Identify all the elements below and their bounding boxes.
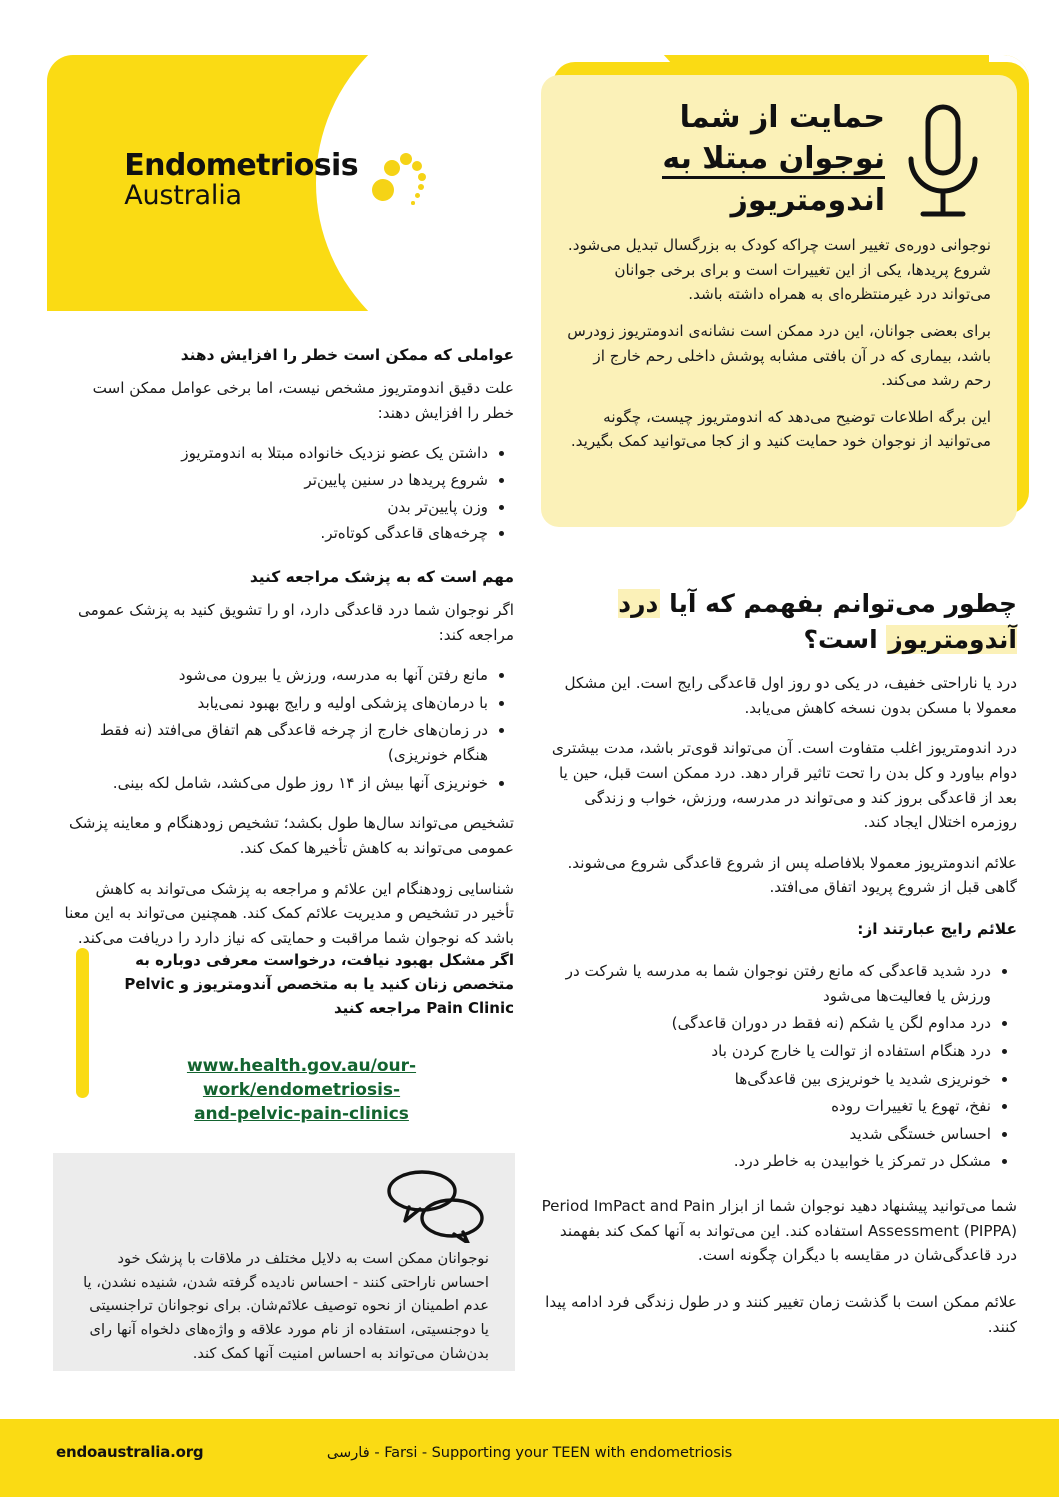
footer-language-line: فارسی - Farsi - Supporting your TEEN with endometriosis bbox=[326, 1444, 733, 1461]
callout-accent-bar bbox=[76, 948, 89, 1098]
endometriosis-dots-icon bbox=[372, 151, 430, 209]
right-paragraph-3: علائم اندومتریوز معمولا بلافاصله پس از شروع قاعدگی شروع می‌شوند. گاهی قبل از شروع پریود اتفاق می‌افتد. bbox=[567, 853, 1017, 897]
teen-comfort-note-text: نوجوانان ممکن است به دلایل مختلف در ملاقات با پزشک خود احساس ناراحتی کنند - احساس نادیده گرفته شدن، شنیده نشدن، یا عدم اطمینان از نحوه توصیف علائم‌شان. برای نوجوانان تراجنسیتی یا دوجنسیتی، استفاده از نام مورد علاقه و واژه‌های دلخواه آنها رای بدن‌شان می‌تواند به احساس امنیت آنها کمک کند. bbox=[83, 1250, 489, 1362]
left-column bbox=[62, 344, 514, 966]
callout-text: اگر مشکل بهبود نیافت، درخواست معرفی دوباره به متخصص زنان کنید یا به متخصص آندومتریوز و Pelvic Pain Clinic مراجعه کنید bbox=[124, 951, 514, 1017]
callout-body bbox=[89, 948, 514, 1126]
risk-factors-list bbox=[62, 441, 514, 546]
page-footer bbox=[0, 1419, 1059, 1497]
list-item: • نفخ، تهوع یا تغییرات روده bbox=[541, 1094, 991, 1119]
endo-pain-question-heading bbox=[541, 586, 1017, 657]
referral-callout bbox=[62, 948, 514, 1126]
heading-highlight-part: درد آندومتریوز bbox=[618, 589, 1017, 654]
risk-factors-intro: علت دقیق اندومتریوز مشخص نیست، اما برخی عوامل ممکن است خطر را افزایش دهند: bbox=[92, 379, 514, 422]
heading-plain-part: چطور می‌توانم بفهمم که آیا bbox=[660, 589, 1017, 618]
pippa-tool-paragraph: شما می‌توانید پیشنهاد دهید نوجوان شما از ابزار Period ImPact and Pain Assessment (PIPPA) استفاده کند. این می‌تواند به آنها کمک کند بفهمند درد قاعدگی‌شان در مقایسه با دیگران چگونه است. bbox=[541, 1197, 1017, 1265]
pelvic-pain-clinics-link[interactable] bbox=[89, 1054, 514, 1126]
hero-title-line2: نوجوان مبتلا به bbox=[567, 138, 885, 179]
list-item: • در زمان‌های خارج از چرخه قاعدگی هم اتفاق می‌افتد (نه فقط هنگام خونریزی) bbox=[62, 718, 488, 767]
symptoms-change-paragraph: علائم ممکن است با گذشت زمان تغییر کنند و در طول زندگی فرد ادامه پیدا کنند. bbox=[545, 1292, 1017, 1336]
diagnosis-delay-paragraph: تشخیص می‌تواند سال‌ها طول بکشد؛ تشخیص زودهنگام و معاینه پزشک عمومی می‌تواند به کاهش تأخیرها کمک کند. bbox=[69, 814, 514, 857]
early-recognition-paragraph: شناسایی زودهنگام این علائم و مراجعه به پزشک می‌تواند به کاهش تأخیر در تشخیص و مدیریت علائم کمک کند. همچنین می‌تواند به این معنا باشد که نوجوان شما مراقبت و حمایتی که نیاز دارد را دریافت می‌کند. bbox=[64, 879, 514, 947]
speech-bubbles-icon bbox=[123, 1169, 489, 1243]
list-item: • احساس خستگی شدید bbox=[541, 1122, 991, 1147]
list-item: • مشکل در تمرکز یا خوابیدن به خاطر درد. bbox=[541, 1149, 991, 1174]
right-paragraph-2: درد اندومتریوز اغلب متفاوت است. آن می‌تواند قوی‌تر باشد، مدت بیشتری دوام بیاورد و کل بدن را تحت تاثیر قرار دهد. درد ممکن است قبل، حین یا بعد از قاعدگی بروز کند و می‌تواند در مدرسه، ورزش، خواب و زندگی روزمره اختلال ایجاد کند. bbox=[551, 739, 1017, 832]
list-item: • وزن پایین‌تر بدن bbox=[62, 495, 488, 520]
hero-paragraph-3: این برگه اطلاعات توضیح می‌دهد که اندومتریوز چیست، چگونه می‌توانید از نوجوان خود حمایت کنید و از کجا می‌توانید کمک بگیرید. bbox=[570, 407, 991, 451]
hero-paragraph-2: برای بعضی جوانان، این درد ممکن است نشانه‌ی اندومتریوز زودرس باشد، بیماری که در آن بافتی مشابه پوشش داخلی رحم خارج از رحم رشد می‌کند. bbox=[567, 321, 991, 390]
footer-website[interactable]: endoaustralia.org bbox=[56, 1443, 204, 1461]
list-item: • خونریزی شدید یا خونریزی بین قاعدگی‌ها bbox=[541, 1067, 991, 1092]
list-item: • درد شدید قاعدگی که مانع رفتن نوجوان شما به مدرسه یا شرکت در ورزش یا فعالیت‌ها می‌شود bbox=[541, 959, 991, 1008]
common-symptoms-list bbox=[541, 959, 1017, 1174]
brand-logo-text bbox=[124, 148, 358, 211]
brand-logo-line1: Endometriosis bbox=[124, 148, 358, 183]
hero-header-row bbox=[567, 97, 991, 233]
callout-url-line2: and-pelvic-pain-clinics bbox=[194, 1104, 409, 1125]
risk-factors-heading: عواملی که ممکن است خطر را افزایش دهند bbox=[180, 346, 514, 364]
right-paragraph-1: درد یا ناراحتی خفیف، در یکی دو روز اول قاعدگی رایج است. این مشکل معمولا با مسکن بدون نسخه کاهش می‌یابد. bbox=[564, 674, 1017, 717]
hero-title-line1: حمایت از شما bbox=[679, 100, 885, 135]
hero-paragraph-1: نوجوانی دوره‌ی تغییر است چراکه کودک به بزرگسال تبدیل می‌شود. شروع پریدها، یکی از این تغییرات است و برای برخی جوانان می‌تواند درد غیرمنتظره‌ای به همراه داشته باشد. bbox=[567, 236, 991, 304]
list-item: • درد هنگام استفاده از توالت یا خارج کردن باد bbox=[541, 1039, 991, 1064]
list-item: • شروع پریدها در سنین پایین‌تر bbox=[62, 468, 488, 493]
hero-title-line3: اندومتریوز bbox=[730, 182, 885, 218]
list-item: • خونریزی آنها بیش از ۱۴ روز طول می‌کشد، شامل لکه بینی. bbox=[62, 771, 488, 796]
hero-card bbox=[541, 75, 1017, 527]
common-symptoms-heading: علائم رایج عبارتند از: bbox=[857, 920, 1017, 938]
teen-comfort-note-box bbox=[53, 1153, 515, 1371]
list-item: • درد مداوم لگن یا شکم (نه فقط در دوران قاعدگی) bbox=[541, 1011, 991, 1036]
list-item: • چرخه‌های قاعدگی کوتاه‌تر. bbox=[62, 521, 488, 546]
right-column bbox=[541, 586, 1017, 1355]
heading-tail-part: است؟ bbox=[803, 624, 887, 654]
microphone-icon bbox=[895, 101, 991, 233]
list-item: • داشتن یک عضو نزدیک خانواده مبتلا به اندومتریوز bbox=[62, 441, 488, 466]
see-doctor-heading: مهم است که به پزشک مراجعه کنید bbox=[249, 567, 514, 586]
brand-logo bbox=[124, 140, 430, 220]
list-item: • مانع رفتن آنها به مدرسه، ورزش یا بیرون می‌شود bbox=[62, 663, 488, 688]
brand-logo-line2: Australia bbox=[124, 180, 242, 211]
callout-url-line1: www.health.gov.au/our-work/endometriosis- bbox=[186, 1056, 417, 1101]
list-item: • با درمان‌های پزشکی اولیه و رایج بهبود نمی‌یابد bbox=[62, 691, 488, 716]
hero-title bbox=[567, 97, 885, 221]
see-doctor-intro: اگر نوجوان شما درد قاعدگی دارد، او را تشویق کنید به پزشک عمومی مراجعه کند: bbox=[78, 600, 514, 644]
see-doctor-list bbox=[62, 663, 514, 795]
